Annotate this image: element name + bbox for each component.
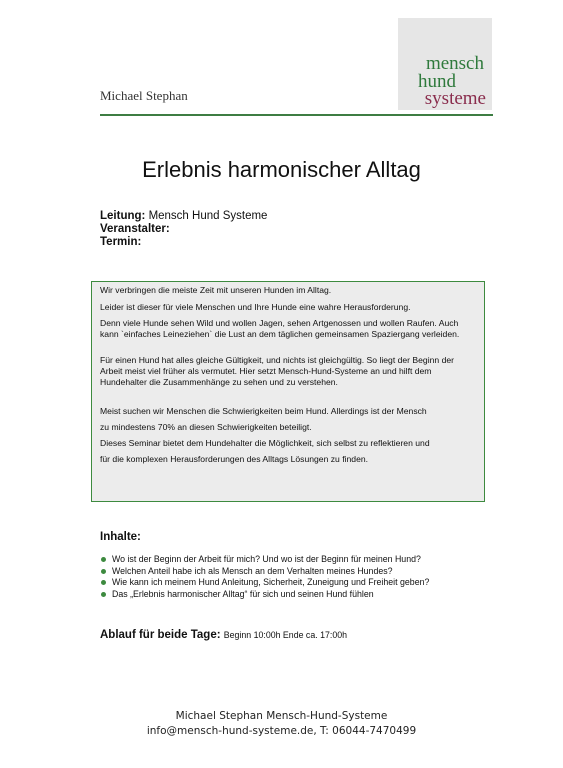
inhalte-heading: Inhalte: (100, 531, 141, 543)
brand-logo (398, 18, 492, 110)
list-item-text: Wo ist der Beginn der Arbeit für mich? Und wo ist der Beginn für meinen Hund? (112, 554, 421, 564)
schedule-line (100, 629, 347, 641)
schedule-times: Beginn 10:00h Ende ca. 17:00h (223, 630, 348, 640)
page-title: Erlebnis harmonischer Alltag (142, 157, 421, 182)
inhalte-list (100, 554, 429, 600)
footer-company: Michael Stephan Mensch-Hund-Systeme (175, 710, 388, 722)
description-paragraph: Dieses Seminar bietet dem Hundehalter die Möglichkeit, sich selbst zu reflektieren und (100, 438, 430, 449)
list-item (100, 566, 429, 578)
page-footer (0, 709, 563, 739)
description-box (91, 281, 485, 502)
logo-line-mensch: mensch (425, 53, 484, 74)
bullet-icon (101, 557, 106, 562)
bullet-icon (101, 569, 106, 574)
event-meta (100, 210, 267, 249)
list-item (100, 577, 429, 589)
bullet-icon (101, 580, 106, 585)
description-paragraph: Leider ist dieser für viele Menschen und Ihre Hunde eine wahre Herausforderung. (100, 301, 411, 312)
description-paragraph: Wir verbringen die meiste Zeit mit unseren Hunden im Alltag. (100, 285, 332, 295)
description-paragraph: zu mindestens 70% an diesen Schwierigkeiten beteiligt. (100, 422, 312, 433)
list-item-text: Wie kann ich meinem Hund Anleitung, Sicherheit, Zuneigung und Freiheit geben? (112, 577, 430, 588)
schedule-label: Ablauf für beide Tage: (100, 629, 221, 641)
list-item-text: Welchen Anteil habe ich als Mensch an dem Verhalten meines Hundes? (112, 565, 393, 576)
leitung-value: Mensch Hund Systeme (148, 210, 268, 222)
leitung-label: Leitung: (100, 210, 146, 222)
logo-line-systeme: systeme (424, 88, 486, 109)
author-name: Michael Stephan (100, 88, 188, 103)
logo-line-hund: hund (418, 71, 456, 92)
leitung-row (100, 210, 267, 223)
veranstalter-label: Veranstalter: (100, 223, 170, 235)
termin-label: Termin: (100, 236, 142, 248)
termin-row (100, 236, 267, 249)
description-paragraph: Denn viele Hunde sehen Wild und wollen Jagen, sehen Artgenossen und wollen Raufen. Auch kann `einfaches Leineziehen` die Lust an dem täglichen gemeinsamen Spaziergang verleiden. (100, 318, 460, 339)
list-item-text: Das „Erlebnis harmonischer Alltag“ für sich und seinen Hund fühlen (112, 588, 374, 599)
description-paragraph: Meist suchen wir Menschen die Schwierigkeiten beim Hund. Allerdings ist der Mensch (100, 406, 427, 417)
list-item (100, 589, 429, 601)
description-paragraph: für die komplexen Herausforderungen des Alltags Lösungen zu finden. (100, 454, 369, 465)
description-paragraph: Für einen Hund hat alles gleiche Gültigkeit, und nichts ist gleichgültig. So liegt der Beginn der Arbeit meist viel früher als vermutet. Hier setzt Mensch-Hund-Systeme an und hilft dem Hundehalter die Zusammenhänge zu sehen und zu verstehen. (100, 355, 454, 387)
footer-contact: info@mensch-hund-systeme.de, T: 06044-7470499 (146, 725, 417, 737)
list-item (100, 554, 429, 566)
header-divider (100, 114, 493, 116)
bullet-icon (101, 592, 106, 597)
veranstalter-row (100, 223, 267, 236)
